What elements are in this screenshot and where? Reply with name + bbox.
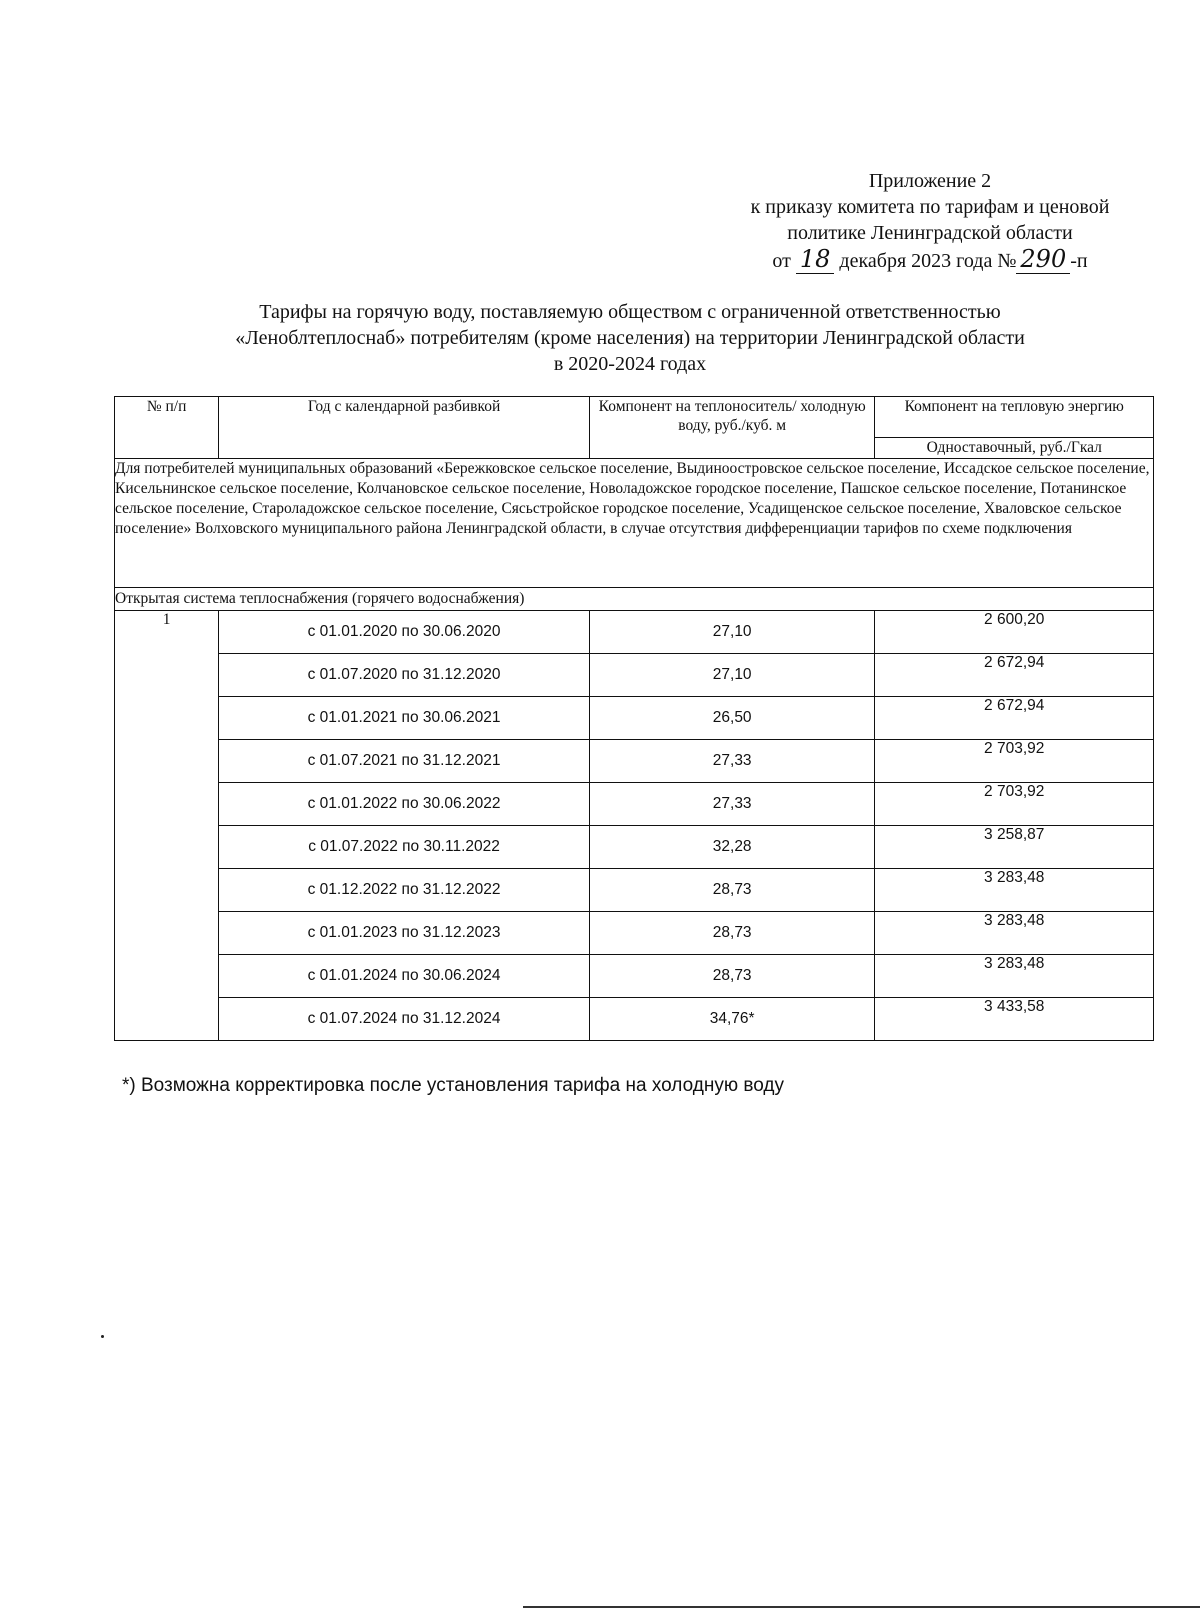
energy-cell: 2 672,94 bbox=[875, 654, 1154, 697]
water-cell: 28,73 bbox=[589, 912, 875, 955]
header-energy: Компонент на тепловую энергию bbox=[875, 397, 1154, 438]
number-suffix: -п bbox=[1070, 250, 1088, 272]
description-row bbox=[115, 459, 1154, 588]
period-cell: с 01.01.2021 по 30.06.2021 bbox=[219, 697, 590, 740]
period-cell: с 01.07.2024 по 31.12.2024 bbox=[219, 998, 590, 1041]
water-cell: 26,50 bbox=[589, 697, 875, 740]
item-number: 1 bbox=[115, 611, 219, 1041]
energy-cell: 3 283,48 bbox=[875, 955, 1154, 998]
period-cell: с 01.01.2020 по 30.06.2020 bbox=[219, 611, 590, 654]
energy-cell: 3 258,87 bbox=[875, 826, 1154, 869]
water-cell: 32,28 bbox=[589, 826, 875, 869]
handwritten-day: 18 bbox=[796, 245, 835, 274]
period-cell: с 01.07.2021 по 31.12.2021 bbox=[219, 740, 590, 783]
table-row bbox=[115, 783, 1154, 826]
energy-cell: 3 283,48 bbox=[875, 869, 1154, 912]
water-cell: 27,10 bbox=[589, 654, 875, 697]
date-middle: декабря 2023 года № bbox=[839, 250, 1017, 272]
scan-edge-line bbox=[523, 1606, 1200, 1608]
consumer-description: Для потребителей муниципальных образований «Бережковское сельское поселение, Выдиноостровское сельское поселение, Иссадское сельское поселение, Кисельнинское сельское поселение, Колчановское сельское поселение, Новоладожское городское поселение, Пашское сельское поселение, Потанинское сельское поселение, Староладожское сельское поселение, Сясьстройское городское поселение, Усадищенское сельское поселение, Хваловское сельское поселение» Волховского муниципального района Ленинградской области, в случае отсутствия дифференциации тарифов по схеме подключения bbox=[115, 459, 1154, 588]
energy-cell: 2 703,92 bbox=[875, 740, 1154, 783]
table-row bbox=[115, 998, 1154, 1041]
energy-cell: 3 283,48 bbox=[875, 912, 1154, 955]
title-line-1: Тарифы на горячую воду, поставляемую обществом с ограниченной ответственностью bbox=[259, 301, 1001, 323]
water-cell: 27,33 bbox=[589, 783, 875, 826]
appendix-header bbox=[700, 168, 1160, 274]
energy-cell: 3 433,58 bbox=[875, 998, 1154, 1041]
title-line-3: в 2020-2024 годах bbox=[553, 353, 707, 375]
appendix-title: Приложение 2 bbox=[868, 170, 992, 192]
period-cell: с 01.01.2022 по 30.06.2022 bbox=[219, 783, 590, 826]
water-cell: 34,76* bbox=[589, 998, 875, 1041]
period-cell: с 01.12.2022 по 31.12.2022 bbox=[219, 869, 590, 912]
appendix-date-line bbox=[700, 246, 1160, 274]
section-row bbox=[115, 588, 1154, 611]
document-title bbox=[150, 299, 1110, 377]
water-cell: 28,73 bbox=[589, 955, 875, 998]
title-line-2: «Леноблтеплоснаб» потребителям (кроме населения) на территории Ленинградской области bbox=[235, 327, 1025, 349]
footnote: *) Возможна корректировка после установления тарифа на холодную воду bbox=[122, 1075, 784, 1096]
period-cell: с 01.01.2024 по 30.06.2024 bbox=[219, 955, 590, 998]
table-row bbox=[115, 611, 1154, 654]
header-row bbox=[115, 397, 1154, 438]
table-row bbox=[115, 697, 1154, 740]
energy-cell: 2 703,92 bbox=[875, 783, 1154, 826]
table-row bbox=[115, 740, 1154, 783]
date-prefix: от bbox=[772, 250, 791, 272]
water-cell: 27,33 bbox=[589, 740, 875, 783]
header-period: Год с календарной разбивкой bbox=[219, 397, 590, 459]
period-cell: с 01.07.2022 по 30.11.2022 bbox=[219, 826, 590, 869]
scan-speck bbox=[101, 1335, 104, 1338]
table-row bbox=[115, 912, 1154, 955]
table-row bbox=[115, 654, 1154, 697]
header-energy-sub: Одноставочный, руб./Гкал bbox=[875, 438, 1154, 459]
water-cell: 28,73 bbox=[589, 869, 875, 912]
energy-cell: 2 600,20 bbox=[875, 611, 1154, 654]
header-water: Компонент на теплоноситель/ холодную воду, руб./куб. м bbox=[589, 397, 875, 459]
header-number: № п/п bbox=[115, 397, 219, 459]
period-cell: с 01.01.2023 по 31.12.2023 bbox=[219, 912, 590, 955]
table-row bbox=[115, 955, 1154, 998]
table-row bbox=[115, 869, 1154, 912]
energy-cell: 2 672,94 bbox=[875, 697, 1154, 740]
handwritten-number: 290 bbox=[1016, 245, 1070, 274]
period-cell: с 01.07.2020 по 31.12.2020 bbox=[219, 654, 590, 697]
appendix-region-line: политике Ленинградской области bbox=[787, 222, 1073, 244]
water-cell: 27,10 bbox=[589, 611, 875, 654]
tariff-table bbox=[114, 396, 1154, 1041]
table-row bbox=[115, 826, 1154, 869]
section-title: Открытая система теплоснабжения (горячего водоснабжения) bbox=[115, 588, 1154, 611]
appendix-order-line: к приказу комитета по тарифам и ценовой bbox=[750, 196, 1110, 218]
